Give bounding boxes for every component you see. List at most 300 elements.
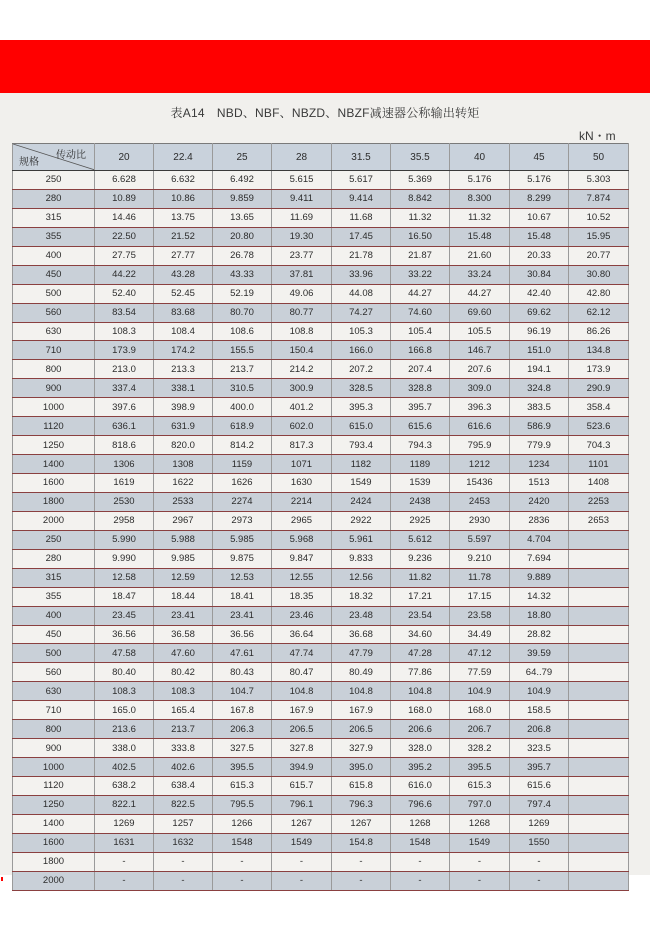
torque-table — [12, 143, 629, 891]
torque-cell: 10.89 — [95, 189, 154, 208]
torque-cell: 1269 — [510, 814, 569, 833]
torque-cell: 395.5 — [450, 758, 510, 777]
torque-cell: 327.9 — [332, 739, 391, 758]
spec-cell: 1800 — [13, 852, 95, 871]
unit-label: kN・m — [579, 129, 616, 143]
torque-cell: 1632 — [154, 833, 213, 852]
torque-cell: - — [391, 871, 450, 890]
torque-cell: 2453 — [450, 492, 510, 511]
ratio-header-cell: 20 — [95, 144, 154, 171]
torque-cell: 796.3 — [332, 795, 391, 814]
spec-cell: 280 — [13, 549, 95, 568]
red-speck-mark — [1, 877, 3, 881]
torque-cell: 2965 — [272, 511, 332, 530]
torque-cell: 1071 — [272, 455, 332, 474]
torque-cell: 134.8 — [569, 341, 629, 360]
torque-cell: 36.64 — [272, 625, 332, 644]
torque-cell: 6.628 — [95, 171, 154, 190]
torque-cell: 12.56 — [332, 568, 391, 587]
torque-cell: 2973 — [213, 511, 272, 530]
torque-cell: 108.8 — [272, 322, 332, 341]
torque-cell: 1619 — [95, 474, 154, 493]
torque-cell: 49.06 — [272, 284, 332, 303]
torque-cell: 586.9 — [510, 417, 569, 436]
torque-cell: 155.5 — [213, 341, 272, 360]
table-title: 表A14 NBD、NBF、NBZD、NBZF减速器公称输出转矩 — [170, 106, 480, 120]
torque-cell: 1257 — [154, 814, 213, 833]
torque-cell — [569, 758, 629, 777]
spec-cell: 1000 — [13, 398, 95, 417]
ratio-header-cell: 35.5 — [391, 144, 450, 171]
torque-cell: 105.3 — [332, 322, 391, 341]
torque-cell: 9.875 — [213, 549, 272, 568]
torque-cell: 80.49 — [332, 663, 391, 682]
torque-cell: 1159 — [213, 455, 272, 474]
torque-cell: 174.2 — [154, 341, 213, 360]
torque-cell: 15.48 — [450, 227, 510, 246]
torque-cell: 2214 — [272, 492, 332, 511]
torque-cell: 615.3 — [213, 777, 272, 796]
torque-cell: 9.414 — [332, 189, 391, 208]
torque-cell: 9.210 — [450, 549, 510, 568]
torque-cell: - — [332, 852, 391, 871]
torque-cell — [569, 777, 629, 796]
torque-cell: 618.9 — [213, 417, 272, 436]
torque-cell: - — [154, 852, 213, 871]
torque-cell: 52.19 — [213, 284, 272, 303]
torque-cell: 11.32 — [450, 208, 510, 227]
table-row — [13, 701, 629, 720]
torque-cell: 396.3 — [450, 398, 510, 417]
torque-cell: 166.8 — [391, 341, 450, 360]
torque-cell: 27.75 — [95, 246, 154, 265]
torque-cell: 615.3 — [450, 777, 510, 796]
torque-cell: 194.1 — [510, 360, 569, 379]
torque-cell: 338.0 — [95, 739, 154, 758]
table-body — [13, 171, 629, 891]
torque-cell: 5.617 — [332, 171, 391, 190]
spec-cell: 1400 — [13, 455, 95, 474]
torque-cell: 523.6 — [569, 417, 629, 436]
spec-cell: 710 — [13, 341, 95, 360]
torque-cell: 23.48 — [332, 606, 391, 625]
table-row — [13, 758, 629, 777]
torque-cell: 1550 — [510, 833, 569, 852]
torque-cell: - — [154, 871, 213, 890]
torque-cell: 631.9 — [154, 417, 213, 436]
torque-cell: 23.41 — [154, 606, 213, 625]
torque-cell: 47.79 — [332, 644, 391, 663]
torque-cell: 1622 — [154, 474, 213, 493]
torque-cell: 779.9 — [510, 436, 569, 455]
table-row — [13, 379, 629, 398]
torque-cell: 328.2 — [450, 739, 510, 758]
torque-cell: 1630 — [272, 474, 332, 493]
torque-cell: 1539 — [391, 474, 450, 493]
torque-cell: 338.1 — [154, 379, 213, 398]
torque-cell: 323.5 — [510, 739, 569, 758]
torque-cell: 327.5 — [213, 739, 272, 758]
torque-cell: 11.78 — [450, 568, 510, 587]
ratio-header-label: 传动比 — [56, 150, 86, 161]
corner-header-cell — [13, 144, 95, 171]
torque-cell: 1269 — [95, 814, 154, 833]
torque-cell: 615.0 — [332, 417, 391, 436]
torque-cell: 20.77 — [569, 246, 629, 265]
torque-cell: 7.874 — [569, 189, 629, 208]
torque-cell: - — [272, 852, 332, 871]
torque-cell: 104.7 — [213, 682, 272, 701]
torque-cell: 150.4 — [272, 341, 332, 360]
torque-cell: 17.21 — [391, 587, 450, 606]
torque-cell: 1101 — [569, 455, 629, 474]
table-row — [13, 189, 629, 208]
torque-cell: 30.84 — [510, 265, 569, 284]
table-row — [13, 530, 629, 549]
torque-cell: 108.6 — [213, 322, 272, 341]
torque-cell: 822.1 — [95, 795, 154, 814]
torque-cell: 213.0 — [95, 360, 154, 379]
torque-cell: 1266 — [213, 814, 272, 833]
torque-cell: 104.8 — [332, 682, 391, 701]
torque-cell: 47.74 — [272, 644, 332, 663]
torque-cell: 69.62 — [510, 303, 569, 322]
torque-cell: 36.56 — [95, 625, 154, 644]
spec-cell: 1600 — [13, 474, 95, 493]
table-row — [13, 284, 629, 303]
torque-cell: 328.0 — [391, 739, 450, 758]
torque-cell: 1549 — [272, 833, 332, 852]
torque-cell: 8.299 — [510, 189, 569, 208]
spec-cell: 280 — [13, 189, 95, 208]
torque-cell: 1267 — [272, 814, 332, 833]
spec-cell: 2000 — [13, 511, 95, 530]
ratio-header-cell: 31.5 — [332, 144, 391, 171]
torque-cell: - — [95, 852, 154, 871]
torque-cell: 80.77 — [272, 303, 332, 322]
table-row — [13, 549, 629, 568]
table-row — [13, 606, 629, 625]
spec-cell: 1250 — [13, 436, 95, 455]
spec-cell: 900 — [13, 739, 95, 758]
torque-cell: 168.0 — [391, 701, 450, 720]
torque-cell: 146.7 — [450, 341, 510, 360]
torque-cell: 6.632 — [154, 171, 213, 190]
torque-cell — [569, 606, 629, 625]
spec-cell: 250 — [13, 171, 95, 190]
torque-cell: 74.60 — [391, 303, 450, 322]
torque-cell: 15.48 — [510, 227, 569, 246]
torque-cell: 33.24 — [450, 265, 510, 284]
torque-cell: 5.990 — [95, 530, 154, 549]
torque-cell: 206.8 — [510, 720, 569, 739]
spec-cell: 315 — [13, 568, 95, 587]
torque-cell: 822.5 — [154, 795, 213, 814]
torque-cell: 47.61 — [213, 644, 272, 663]
torque-cell: 2438 — [391, 492, 450, 511]
torque-cell — [569, 644, 629, 663]
torque-cell: 15.95 — [569, 227, 629, 246]
ratio-header-cell: 22.4 — [154, 144, 213, 171]
torque-cell: 104.9 — [510, 682, 569, 701]
torque-cell: 1234 — [510, 455, 569, 474]
torque-cell: 34.60 — [391, 625, 450, 644]
spec-cell: 1120 — [13, 417, 95, 436]
torque-cell: 23.58 — [450, 606, 510, 625]
table-row — [13, 436, 629, 455]
torque-cell: 290.9 — [569, 379, 629, 398]
table-row — [13, 833, 629, 852]
torque-cell: 5.369 — [391, 171, 450, 190]
torque-cell: 167.9 — [272, 701, 332, 720]
header-row — [13, 144, 629, 171]
table-row — [13, 322, 629, 341]
torque-cell: 77.59 — [450, 663, 510, 682]
top-red-banner — [0, 40, 650, 93]
torque-cell: 47.12 — [450, 644, 510, 663]
torque-cell — [569, 720, 629, 739]
table-row — [13, 720, 629, 739]
table-row — [13, 265, 629, 284]
torque-cell: 52.45 — [154, 284, 213, 303]
torque-cell — [569, 701, 629, 720]
torque-cell: 18.32 — [332, 587, 391, 606]
torque-cell: 10.86 — [154, 189, 213, 208]
torque-cell: 21.78 — [332, 246, 391, 265]
torque-cell: 616.6 — [450, 417, 510, 436]
torque-cell: 2253 — [569, 492, 629, 511]
spec-cell: 400 — [13, 246, 95, 265]
torque-cell: 19.30 — [272, 227, 332, 246]
torque-cell: 80.47 — [272, 663, 332, 682]
torque-cell: 158.5 — [510, 701, 569, 720]
torque-cell: 26.78 — [213, 246, 272, 265]
torque-cell: 820.0 — [154, 436, 213, 455]
torque-cell: 52.40 — [95, 284, 154, 303]
torque-cell: 22.50 — [95, 227, 154, 246]
torque-cell: 11.68 — [332, 208, 391, 227]
torque-cell: 310.5 — [213, 379, 272, 398]
torque-cell: 14.32 — [510, 587, 569, 606]
torque-cell: 2958 — [95, 511, 154, 530]
torque-cell: - — [450, 871, 510, 890]
torque-cell: 18.47 — [95, 587, 154, 606]
torque-cell: 18.80 — [510, 606, 569, 625]
torque-cell: 47.58 — [95, 644, 154, 663]
ratio-header-cell: 40 — [450, 144, 510, 171]
torque-cell — [569, 625, 629, 644]
torque-cell: 20.80 — [213, 227, 272, 246]
torque-cell: 12.55 — [272, 568, 332, 587]
torque-cell: 44.22 — [95, 265, 154, 284]
spec-cell: 800 — [13, 360, 95, 379]
torque-cell: 6.492 — [213, 171, 272, 190]
torque-cell: 23.45 — [95, 606, 154, 625]
torque-cell: 400.0 — [213, 398, 272, 417]
torque-cell: 818.6 — [95, 436, 154, 455]
torque-cell: 108.4 — [154, 322, 213, 341]
torque-cell: 18.44 — [154, 587, 213, 606]
spec-cell: 1600 — [13, 833, 95, 852]
torque-cell: 2424 — [332, 492, 391, 511]
torque-cell: 5.303 — [569, 171, 629, 190]
torque-cell: 704.3 — [569, 436, 629, 455]
torque-cell: 105.5 — [450, 322, 510, 341]
torque-cell: 795.5 — [213, 795, 272, 814]
table-row — [13, 303, 629, 322]
torque-cell: 797.4 — [510, 795, 569, 814]
table-row — [13, 246, 629, 265]
torque-cell: 104.8 — [391, 682, 450, 701]
spec-cell: 450 — [13, 625, 95, 644]
torque-cell: 2533 — [154, 492, 213, 511]
spec-cell: 500 — [13, 284, 95, 303]
torque-cell: 2420 — [510, 492, 569, 511]
torque-cell: 615.7 — [272, 777, 332, 796]
torque-cell: 12.53 — [213, 568, 272, 587]
torque-cell: - — [272, 871, 332, 890]
table-row — [13, 777, 629, 796]
torque-cell: 83.54 — [95, 303, 154, 322]
spec-cell: 800 — [13, 720, 95, 739]
torque-cell: 1267 — [332, 814, 391, 833]
torque-cell: 207.4 — [391, 360, 450, 379]
torque-cell: 383.5 — [510, 398, 569, 417]
torque-cell: 44.27 — [391, 284, 450, 303]
table-row — [13, 455, 629, 474]
torque-cell: 394.9 — [272, 758, 332, 777]
torque-cell: 18.35 — [272, 587, 332, 606]
torque-cell: 5.597 — [450, 530, 510, 549]
torque-cell: 402.6 — [154, 758, 213, 777]
ratio-header-cell: 50 — [569, 144, 629, 171]
torque-cell: 213.7 — [213, 360, 272, 379]
torque-cell: 21.52 — [154, 227, 213, 246]
torque-cell: 615.6 — [510, 777, 569, 796]
torque-cell: 36.56 — [213, 625, 272, 644]
torque-cell: 2274 — [213, 492, 272, 511]
torque-cell: 42.40 — [510, 284, 569, 303]
torque-cell: 9.990 — [95, 549, 154, 568]
spec-cell: 500 — [13, 644, 95, 663]
torque-cell: 213.6 — [95, 720, 154, 739]
torque-cell — [569, 871, 629, 890]
torque-cell: 5.985 — [213, 530, 272, 549]
torque-cell: 2925 — [391, 511, 450, 530]
torque-cell: 12.59 — [154, 568, 213, 587]
table-row — [13, 208, 629, 227]
torque-cell: 14.46 — [95, 208, 154, 227]
torque-cell: 23.46 — [272, 606, 332, 625]
torque-cell: 30.80 — [569, 265, 629, 284]
spec-cell: 355 — [13, 227, 95, 246]
torque-cell: 395.2 — [391, 758, 450, 777]
table-row — [13, 625, 629, 644]
torque-cell: 2530 — [95, 492, 154, 511]
torque-cell — [569, 795, 629, 814]
torque-cell — [569, 739, 629, 758]
torque-cell: 17.15 — [450, 587, 510, 606]
torque-cell — [569, 587, 629, 606]
torque-cell: 796.6 — [391, 795, 450, 814]
torque-cell: - — [213, 852, 272, 871]
torque-cell: 309.0 — [450, 379, 510, 398]
torque-cell: 5.176 — [450, 171, 510, 190]
torque-cell: 602.0 — [272, 417, 332, 436]
torque-cell: 327.8 — [272, 739, 332, 758]
torque-cell: 17.45 — [332, 227, 391, 246]
torque-cell: 398.9 — [154, 398, 213, 417]
torque-cell: 5.968 — [272, 530, 332, 549]
table-row — [13, 814, 629, 833]
torque-cell: 324.8 — [510, 379, 569, 398]
torque-cell: 10.67 — [510, 208, 569, 227]
torque-cell: 9.889 — [510, 568, 569, 587]
torque-cell: 7.694 — [510, 549, 569, 568]
spec-cell: 560 — [13, 663, 95, 682]
torque-cell: 1626 — [213, 474, 272, 493]
torque-cell: 8.842 — [391, 189, 450, 208]
table-row — [13, 417, 629, 436]
torque-cell: 395.7 — [510, 758, 569, 777]
torque-cell: 36.58 — [154, 625, 213, 644]
torque-cell: 638.4 — [154, 777, 213, 796]
table-row — [13, 227, 629, 246]
table-row — [13, 739, 629, 758]
torque-cell: 300.9 — [272, 379, 332, 398]
torque-cell — [569, 568, 629, 587]
table-row — [13, 511, 629, 530]
ratio-header-cell: 45 — [510, 144, 569, 171]
spec-cell: 315 — [13, 208, 95, 227]
torque-cell: 15436 — [450, 474, 510, 493]
torque-cell: 213.3 — [154, 360, 213, 379]
torque-cell — [569, 549, 629, 568]
torque-cell: 2653 — [569, 511, 629, 530]
torque-cell: 21.87 — [391, 246, 450, 265]
spec-cell: 250 — [13, 530, 95, 549]
torque-cell: 206.3 — [213, 720, 272, 739]
torque-cell: 1268 — [391, 814, 450, 833]
torque-cell: 333.8 — [154, 739, 213, 758]
torque-cell: 43.28 — [154, 265, 213, 284]
torque-cell: 43.33 — [213, 265, 272, 284]
torque-cell: 33.22 — [391, 265, 450, 284]
torque-cell: 80.42 — [154, 663, 213, 682]
torque-cell: 104.8 — [272, 682, 332, 701]
torque-cell: 11.32 — [391, 208, 450, 227]
torque-cell: 814.2 — [213, 436, 272, 455]
spec-cell: 1800 — [13, 492, 95, 511]
torque-cell: 36.68 — [332, 625, 391, 644]
spec-cell: 710 — [13, 701, 95, 720]
torque-cell: 33.96 — [332, 265, 391, 284]
table-row — [13, 682, 629, 701]
torque-cell: 104.9 — [450, 682, 510, 701]
torque-cell: 1268 — [450, 814, 510, 833]
torque-cell: 108.3 — [95, 322, 154, 341]
torque-cell: 11.69 — [272, 208, 332, 227]
table-row — [13, 360, 629, 379]
torque-cell — [569, 682, 629, 701]
torque-cell: 168.0 — [450, 701, 510, 720]
torque-cell: 9.847 — [272, 549, 332, 568]
torque-cell: 34.49 — [450, 625, 510, 644]
torque-cell: 18.41 — [213, 587, 272, 606]
torque-cell: 1212 — [450, 455, 510, 474]
torque-cell: 80.40 — [95, 663, 154, 682]
torque-cell: 108.3 — [95, 682, 154, 701]
